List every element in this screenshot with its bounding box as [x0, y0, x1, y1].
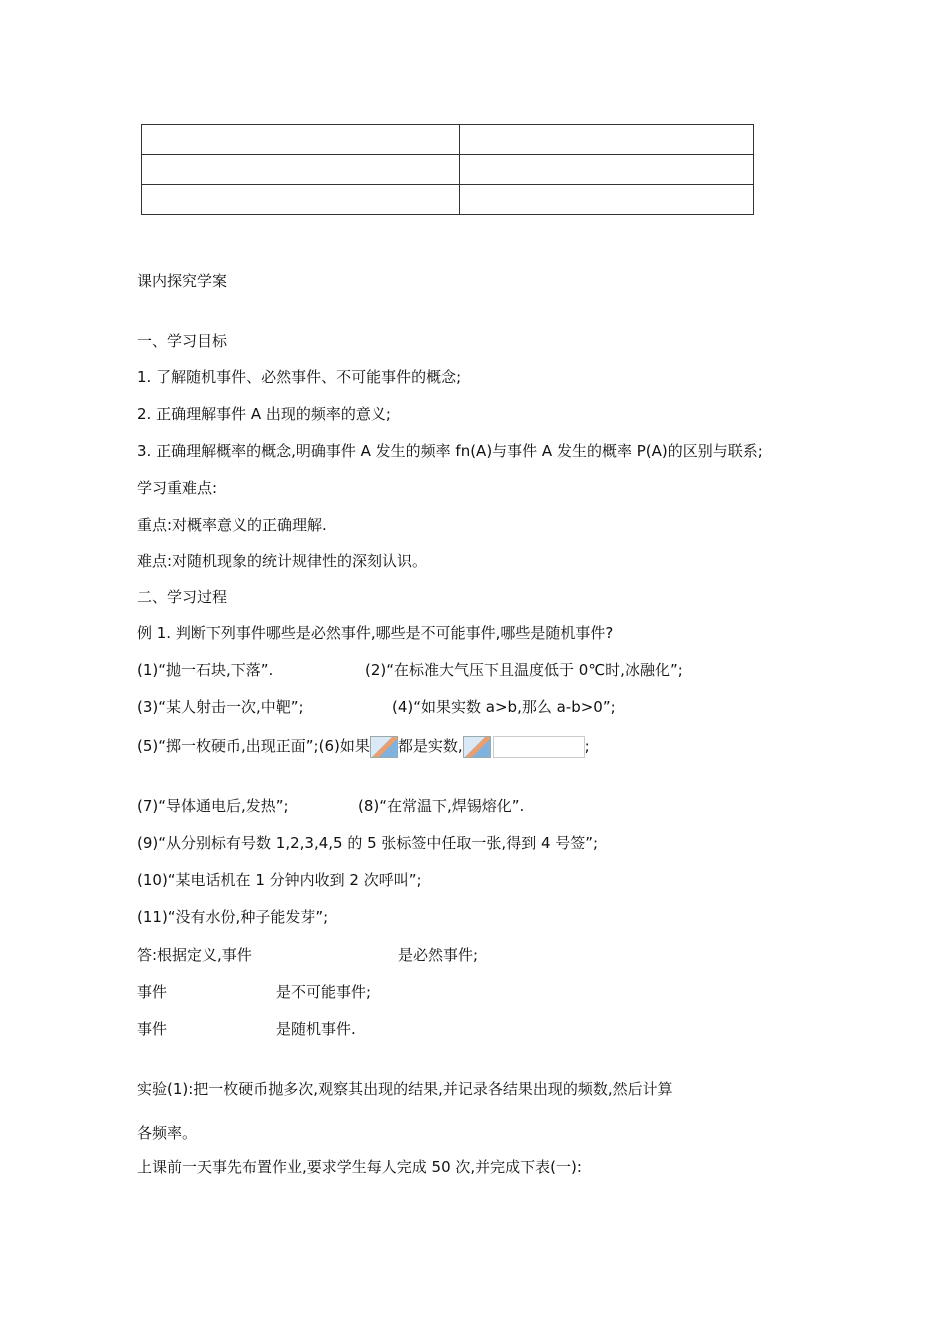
table-cell — [460, 155, 754, 185]
event-line-4b: (8)“在常温下,焊锡熔化”. — [358, 797, 525, 815]
example-title: 例 1. 判断下列事件哪些是必然事件,哪些是不可能事件,哪些是随机事件? — [137, 624, 614, 642]
difficulty-title: 学习重难点: — [137, 479, 218, 497]
table-row — [142, 185, 754, 215]
goal-item-3: 3. 正确理解概率的概念,明确事件 A 发生的频率 fn(A)与事件 A 发生的概率 P(A)的区别与联系; — [137, 442, 763, 460]
blank-table — [141, 124, 754, 215]
goal-item-1: 1. 了解随机事件、必然事件、不可能事件的概念; — [137, 368, 462, 386]
formula-image-icon — [370, 736, 398, 758]
answer-line-1a: 答:根据定义,事件 — [137, 946, 252, 964]
answer-line-2b: 是不可能事件; — [276, 983, 372, 1001]
homework-line: 上课前一天事先布置作业,要求学生每人完成 50 次,并完成下表(一): — [137, 1158, 582, 1176]
event-line-2a: (3)“某人射击一次,中靶”; — [137, 698, 304, 716]
table-cell — [460, 125, 754, 155]
event-line-3c: ; — [584, 737, 590, 755]
table-cell — [142, 125, 460, 155]
event-line-6: (10)“某电话机在 1 分钟内收到 2 次呼叫”; — [137, 871, 422, 889]
goal-item-2: 2. 正确理解事件 A 出现的频率的意义; — [137, 405, 391, 423]
section2-title: 二、学习过程 — [137, 588, 228, 606]
experiment-line-1: 实验(1):把一枚硬币抛多次,观察其出现的结果,并记录各结果出现的频数,然后计算 — [137, 1080, 673, 1098]
answer-line-1b: 是必然事件; — [398, 946, 479, 964]
page-heading: 课内探究学案 — [137, 272, 228, 290]
formula-image-icon — [463, 736, 491, 758]
event-line-7: (11)“没有水份,种子能发芽”; — [137, 908, 329, 926]
answer-line-2a: 事件 — [137, 983, 168, 1001]
answer-line-3b: 是随机事件. — [276, 1020, 356, 1038]
key-point: 重点:对概率意义的正确理解. — [137, 516, 327, 534]
hard-point: 难点:对随机现象的统计规律性的深刻认识。 — [137, 552, 428, 570]
table-row — [142, 125, 754, 155]
table-row — [142, 155, 754, 185]
event-line-4a: (7)“导体通电后,发热”; — [137, 797, 289, 815]
event-line-3a: (5)“掷一枚硬币,出现正面”;(6)如果 — [137, 737, 370, 755]
event-line-2b: (4)“如果实数 a>b,那么 a-b>0”; — [392, 698, 616, 716]
event-line-3 — [137, 735, 590, 758]
event-line-1a: (1)“抛一石块,下落”. — [137, 661, 274, 679]
table-cell — [460, 185, 754, 215]
table-cell — [142, 185, 460, 215]
experiment-line-2: 各频率。 — [137, 1124, 198, 1142]
table-cell — [142, 155, 460, 185]
answer-line-3a: 事件 — [137, 1020, 168, 1038]
formula-image-frame — [493, 736, 585, 758]
event-line-1b: (2)“在标准大气压下且温度低于 0℃时,冰融化”; — [365, 661, 683, 679]
event-line-5: (9)“从分别标有号数 1,2,3,4,5 的 5 张标签中任取一张,得到 4 号签”; — [137, 834, 599, 852]
event-line-3b: 都是实数, — [397, 737, 463, 755]
section1-title: 一、学习目标 — [137, 332, 228, 350]
